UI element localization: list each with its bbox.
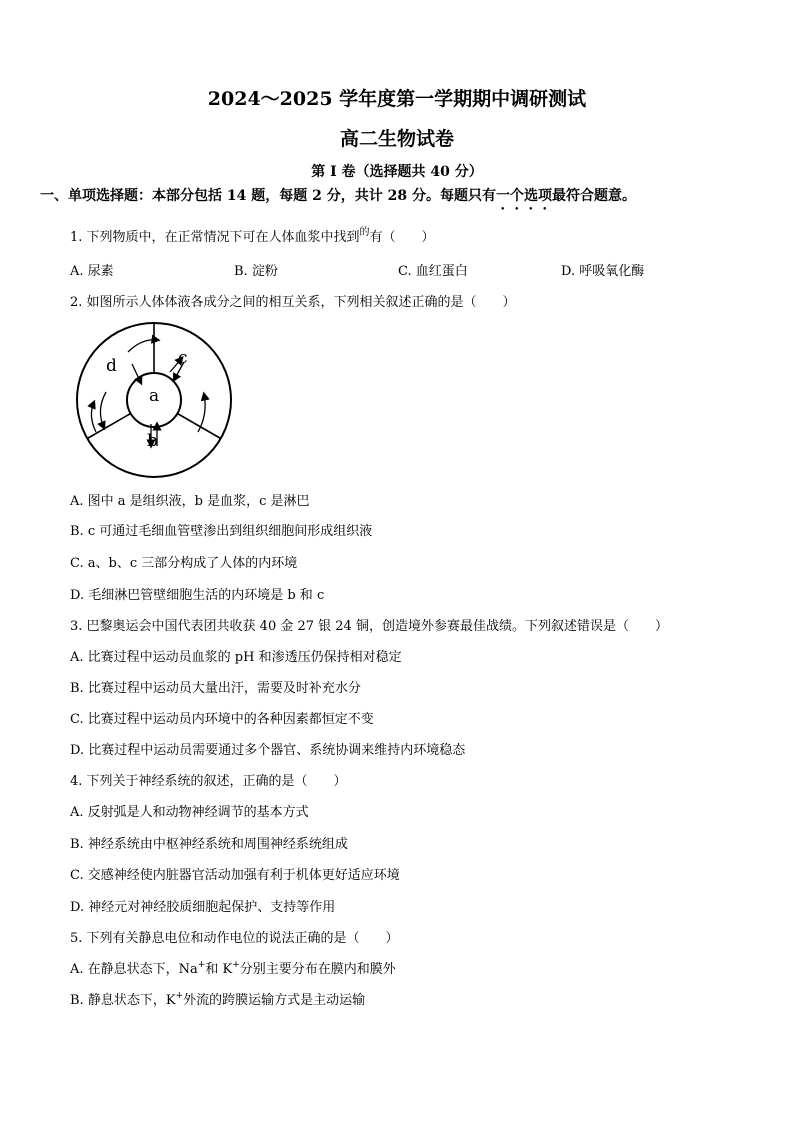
- q2-option-c: C. a、b、c 三部分构成了人体的内环境: [70, 556, 298, 571]
- q5-option-b: B. 静息状态下，K+外流的跨膜运输方式是主动运输: [70, 991, 366, 1008]
- label-d: d: [106, 356, 117, 376]
- q2-option-d: D. 毛细淋巴管壁细胞生活的内环境是 b 和 c: [70, 588, 325, 603]
- exam-subtitle: 高二生物试卷: [339, 128, 454, 150]
- q4-option-c: C. 交感神经使内脏器官活动加强有利于机体更好适应环境: [70, 868, 400, 883]
- q1-option-b: B. 淀粉: [234, 264, 278, 279]
- label-a: a: [149, 386, 160, 406]
- divider-line: [177, 414, 220, 439]
- q2-option-a: A. 图中 a 是组织液，b 是血浆，c 是淋巴: [70, 494, 310, 509]
- question-4-stem: 4. 下列关于神经系统的叙述，正确的是（ ）: [70, 774, 347, 789]
- q3-option-d: D. 比赛过程中运动员需要通过多个器官、系统协调来维持内环境稳态: [70, 743, 466, 758]
- emphasized-text: 一个选项: [495, 188, 552, 204]
- q2-option-b: B. c 可通过毛细血管壁渗出到组织细胞间形成组织液: [70, 524, 373, 539]
- question-1-stem: 1. 下列物质中，在正常情况下可在人体血浆中找到$^的$有（ ）: [70, 227, 435, 245]
- q3-option-a: A. 比赛过程中运动员血浆的 pH 和渗透压仍保持相对稳定: [70, 650, 402, 665]
- q3-option-b: B. 比赛过程中运动员大量出汗，需要及时补充水分: [70, 681, 361, 696]
- q4-option-d: D. 神经元对神经胶质细胞起保护、支持等作用: [70, 900, 336, 915]
- q1-option-a: A. 尿素: [70, 264, 114, 279]
- q3-option-c: C. 比赛过程中运动员内环境中的各种因素都恒定不变: [70, 712, 374, 727]
- question-3-stem: 3. 巴黎奥运会中国代表团共收获 40 金 27 银 24 铜，创造境外参赛最佳战绩。下列叙述错误是（ ）: [70, 619, 668, 634]
- q4-option-a: A. 反射弧是人和动物神经调节的基本方式: [70, 805, 309, 820]
- question-5-stem: 5. 下列有关静息电位和动作电位的说法正确的是（ ）: [70, 931, 399, 946]
- body-fluid-diagram: [74, 320, 234, 480]
- q4-option-b: B. 神经系统由中枢神经系统和周围神经系统组成: [70, 837, 348, 852]
- part-heading: 第 I 卷（选择题共 40 分）: [311, 164, 483, 180]
- q5-option-a: A. 在静息状态下，Na+和 K+分别主要分布在膜内和膜外: [70, 960, 396, 977]
- section-instructions: 一、单项选择题：本部分包括 14 题，每题 2 分，共计 28 分。每题只有一个选项最符合题意。: [40, 188, 636, 204]
- flow-arrow: [100, 392, 106, 428]
- q1-option-c: C. 血红蛋白: [398, 264, 468, 279]
- label-c: c: [178, 348, 188, 368]
- exam-title: 2024～2025 学年度第一学期期中调研测试: [207, 88, 587, 110]
- flow-arrow: [91, 402, 96, 432]
- label-b: b: [147, 431, 158, 451]
- question-2-stem: 2. 如图所示人体体液各成分之间的相互关系，下列相关叙述正确的是（ ）: [70, 295, 516, 310]
- q1-option-d: D. 呼吸氧化酶: [561, 264, 645, 279]
